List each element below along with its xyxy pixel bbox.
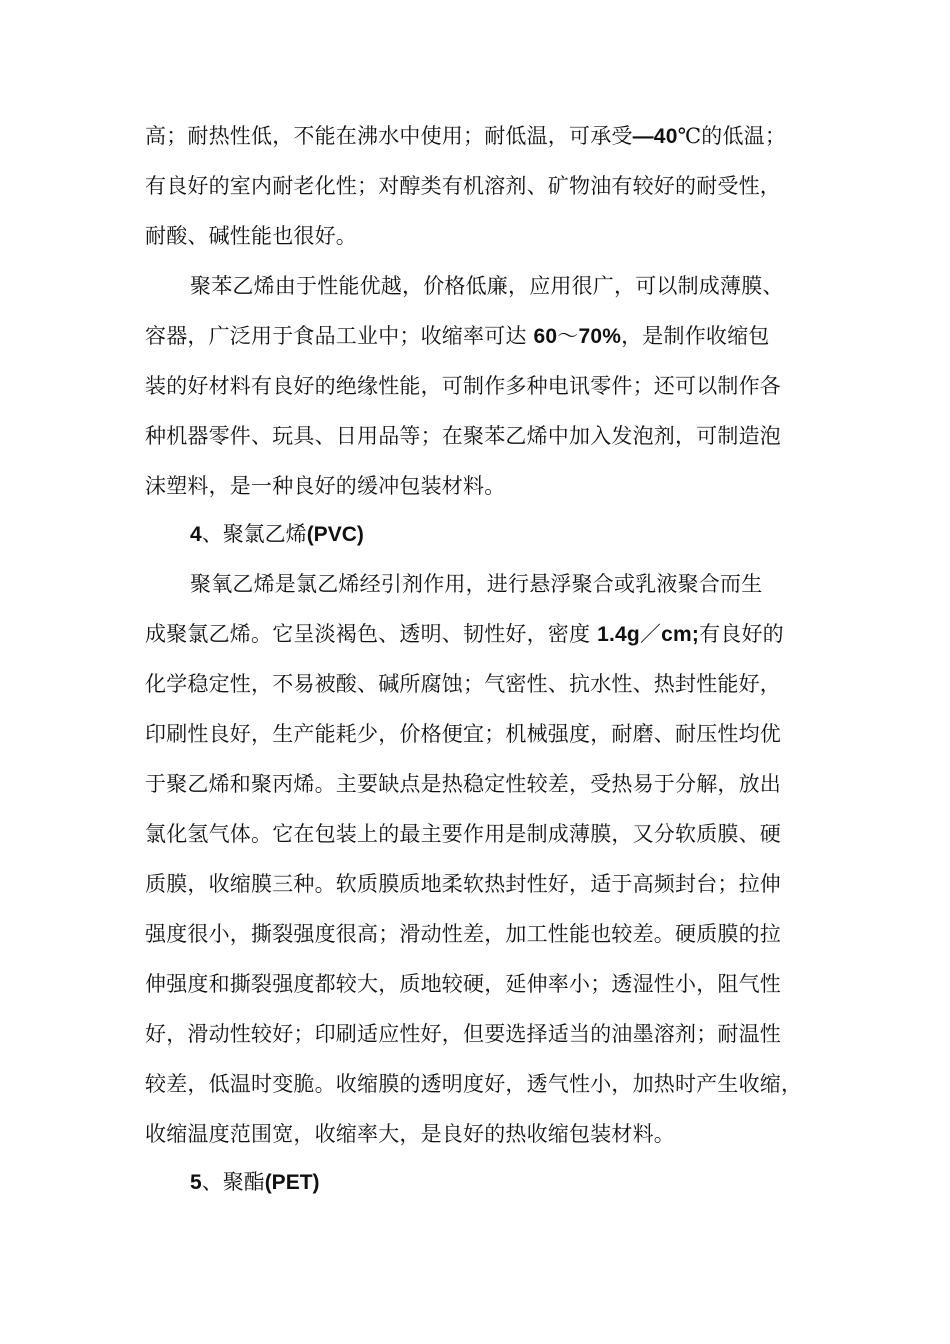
- text-run: 有良好的室内耐老化性；对醇类有机溶剂、矿物油有较好的耐受性，: [145, 174, 781, 198]
- section-number: 5: [190, 1171, 202, 1194]
- text-run: 耐酸、碱性能也很好。: [145, 224, 357, 248]
- text-run: 较差，低温时变脆。收缩膜的透明度好，透气性小，加热时产生收缩，: [145, 1072, 803, 1096]
- text-run: 高；耐热性低，不能在沸水中使用；耐低温，可承受: [145, 124, 633, 148]
- text-line: [145, 669, 810, 699]
- bold-text-run: 70%: [578, 325, 622, 348]
- text-run: 印刷性良好，生产能耗少，价格便宜；机械强度，耐磨、耐压性均优: [145, 722, 781, 746]
- text-run: ，是制作收缩包: [621, 324, 770, 348]
- bold-text-run: 60: [533, 325, 558, 348]
- text-line: [190, 271, 810, 301]
- text-line: [145, 619, 810, 650]
- text-line: [145, 421, 810, 451]
- text-run: 强度很小，撕裂强度很高；滑动性差，加工性能也较差。硬质膜的拉: [145, 922, 781, 946]
- text-run: 装的好材料有良好的绝缘性能，可制作多种电讯零件；还可以制作各: [145, 374, 781, 398]
- text-run: 容器，广泛用于食品工业中；收缩率可达: [145, 324, 534, 348]
- section-separator: 、: [201, 522, 223, 546]
- text-line: [145, 819, 810, 849]
- text-line: [145, 719, 810, 749]
- text-run: 质膜，收缩膜三种。软质膜质地柔软热封性好，适于高频封台；拉伸: [145, 872, 781, 896]
- text-run: 好，滑动性较好；印刷适应性好，但要选择适当的油墨溶剂；耐温性: [145, 1022, 781, 1046]
- text-line: [145, 221, 810, 251]
- section-title: 聚氯乙烯: [222, 522, 307, 546]
- text-run: 化学稳定性，不易被酸、碱所腐蚀；气密性、抗水性、热封性能好，: [145, 672, 781, 696]
- section-heading: [190, 1167, 320, 1198]
- section-title: 聚酯: [222, 1170, 265, 1194]
- text-run: 成聚氯乙烯。它呈淡褐色、透明、韧性好，密度: [145, 622, 598, 646]
- section-separator: 、: [201, 1170, 223, 1194]
- text-line: [145, 1069, 810, 1099]
- section-abbreviation: (PVC): [306, 523, 364, 546]
- text-run: 收缩温度范围宽，收缩率大，是良好的热收缩包装材料。: [145, 1122, 675, 1146]
- text-line: [145, 1019, 810, 1049]
- text-line: [145, 769, 810, 799]
- text-run: ／: [639, 622, 662, 646]
- text-run: 氯化氢气体。它在包装上的最主要作用是制成薄膜，又分软质膜、硬: [145, 822, 781, 846]
- text-line: [145, 371, 810, 401]
- text-line: [145, 471, 810, 501]
- text-run: 聚苯乙烯由于性能优越，价格低廉，应用很广，可以制成薄膜、: [190, 274, 784, 298]
- text-line: [190, 569, 810, 599]
- text-run: ℃的低温；: [677, 124, 787, 148]
- bold-text-run: 1.4g: [597, 623, 640, 646]
- text-line: [145, 969, 810, 999]
- text-line: [145, 869, 810, 899]
- section-heading: [190, 519, 364, 550]
- text-run: 于聚乙烯和聚丙烯。主要缺点是热稳定性较差，受热易于分解，放出: [145, 772, 781, 796]
- text-line: [145, 919, 810, 949]
- text-line: [145, 121, 810, 152]
- bold-text-run: —40: [632, 125, 678, 148]
- text-run: 伸强度和撕裂强度都较大，质地较硬，延伸率小；透湿性小，阻气性: [145, 972, 781, 996]
- text-line: [145, 1119, 810, 1149]
- text-run: 种机器零件、玩具、日用品等；在聚苯乙烯中加入发泡剂，可制造泡: [145, 424, 781, 448]
- text-run: ～: [557, 324, 579, 348]
- text-line: [145, 321, 810, 352]
- section-number: 4: [190, 523, 202, 546]
- bold-text-run: cm;: [661, 623, 700, 646]
- text-run: 聚氧乙烯是氯乙烯经引剂作用，进行悬浮聚合或乳液聚合而生: [190, 572, 763, 596]
- text-line: [145, 171, 810, 201]
- text-run: 有良好的: [699, 622, 784, 646]
- section-abbreviation: (PET): [264, 1171, 320, 1194]
- text-run: 沫塑料，是一种良好的缓冲包装材料。: [145, 474, 506, 498]
